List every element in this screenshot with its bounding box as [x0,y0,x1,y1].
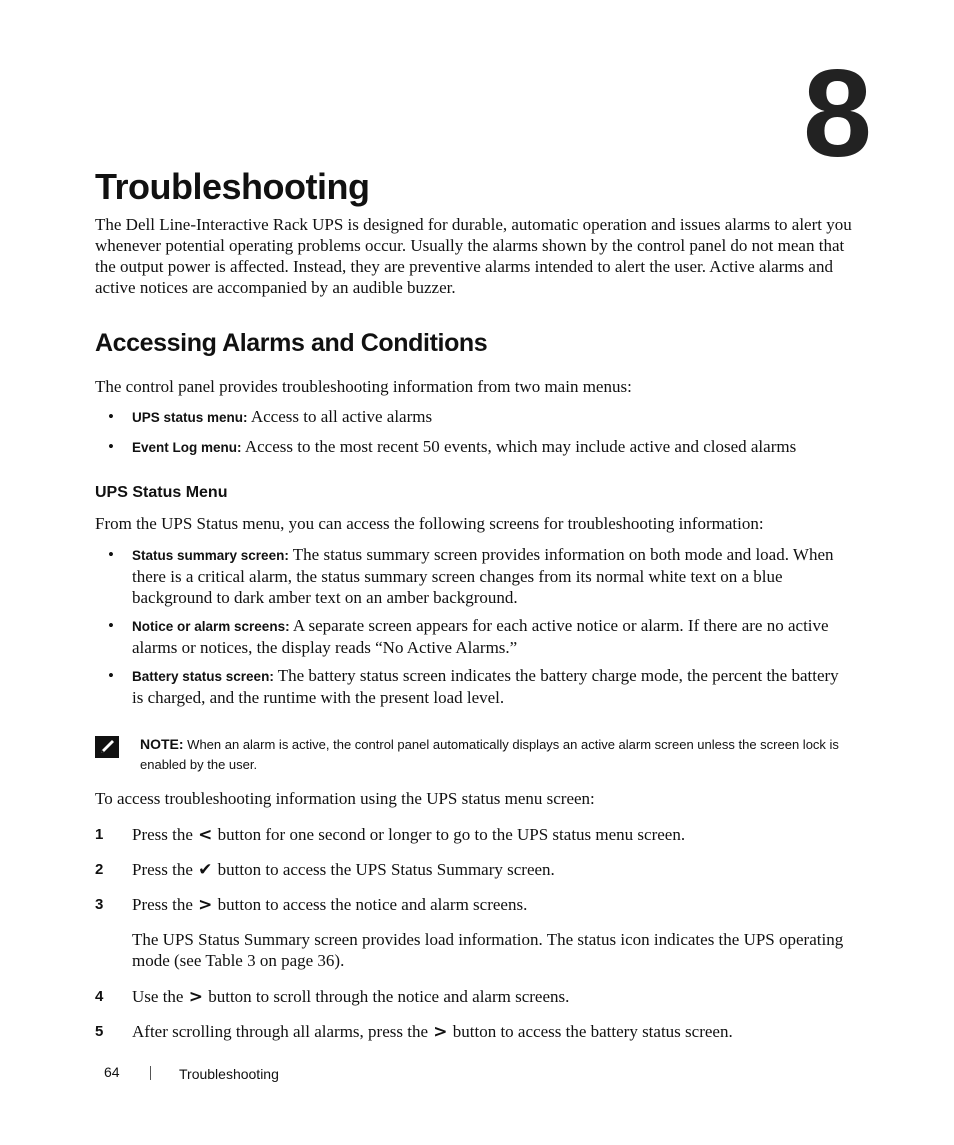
step-item [95,894,855,916]
footer-divider [150,1066,151,1080]
bullet-icon: • [108,437,114,456]
step-item [95,859,855,881]
list-item-text: The battery status screen indicates the battery charge mode, the percent the battery is charged, and the runtime with the present load level. [132,666,839,707]
list-item [108,544,853,608]
step-text: Press the [132,860,198,879]
step-number: 1 [95,826,104,843]
step-text: button to scroll through the notice and alarm screens. [203,987,570,1006]
step-text: button for one second or longer to go to the UPS status menu screen. [213,825,686,844]
note-text: When an alarm is active, the control panel automatically displays an active alarm screen unless the screen lock is enabled by the user. [140,737,839,772]
note-pencil-icon [95,736,119,758]
step-text: Press the [132,895,198,914]
chevron-right-icon: > [433,1022,448,1042]
step-number: 3 [95,896,104,913]
section-intro: The control panel provides troubleshooting information from two main menus: [95,377,632,396]
list-item-text: The status summary screen provides information on both mode and load. When there is a critical alarm, the status summary screen changes from its normal white text on a blue background to dark amber text on an amber background. [132,545,834,607]
list-item-label: Battery status screen: [132,669,274,684]
chapter-number: 8 [803,45,868,183]
list-item-label: Status summary screen: [132,548,289,563]
step-text: Press the [132,825,198,844]
list-item [108,406,853,428]
page-number: 64 [104,1064,120,1080]
steps-intro: To access troubleshooting information using the UPS status menu screen: [95,789,595,808]
step-item [95,824,855,846]
step-text: button to access the battery status screen. [448,1022,733,1041]
subsection-heading: UPS Status Menu [95,484,228,501]
list-item-text: Access to the most recent 50 events, which may include active and closed alarms [241,437,797,456]
step-text: Use the [132,987,188,1006]
list-item [108,436,853,458]
step-number: 4 [95,988,104,1005]
list-item-text: Access to all active alarms [247,407,433,426]
list-item-label: Event Log menu: [132,440,242,455]
bullet-icon: • [108,407,114,426]
list-item [108,615,853,658]
step-number: 2 [95,861,104,878]
note-label: NOTE: [140,736,184,752]
step-followup [95,929,855,971]
step-followup-text: The UPS Status Summary screen provides load information. The status icon indicates the UPS operating mode (see Table 3 on page 36). [132,930,844,970]
chevron-right-icon: > [198,895,213,915]
chevron-left-icon: < [198,825,213,845]
checkmark-icon: ✔ [198,860,213,880]
chapter-title: Troubleshooting [95,166,370,207]
bullet-icon: • [108,666,114,685]
note-block [95,734,855,775]
bullet-icon: • [108,545,114,564]
intro-paragraph: The Dell Line-Interactive Rack UPS is designed for durable, automatic operation and issues alarms to alert you whenever potential operating problems occur. Usually the alarms shown by the control panel do not mean that the output power is affected. Instead, they are preventive alarms intended to alert the user. Active alarms and active notices are accompanied by an audible buzzer. [95,215,852,297]
list-item-label: UPS status menu: [132,410,248,425]
footer-section-title: Troubleshooting [179,1066,279,1082]
step-text: button to access the notice and alarm screens. [213,895,528,914]
step-text: After scrolling through all alarms, press the [132,1022,433,1041]
list-item-text: A separate screen appears for each active notice or alarm. If there are no active alarms or notices, the display reads “No Active Alarms.” [132,616,829,657]
section-heading: Accessing Alarms and Conditions [95,329,488,357]
list-item [108,665,853,708]
bullet-icon: • [108,616,114,635]
step-text: button to access the UPS Status Summary screen. [213,860,555,879]
step-item [95,1021,855,1043]
list-item-label: Notice or alarm screens: [132,619,290,634]
step-number: 5 [95,1023,104,1040]
subsection-intro: From the UPS Status menu, you can access the following screens for troubleshooting information: [95,514,764,533]
chevron-right-icon: > [188,987,203,1007]
step-item [95,986,855,1008]
